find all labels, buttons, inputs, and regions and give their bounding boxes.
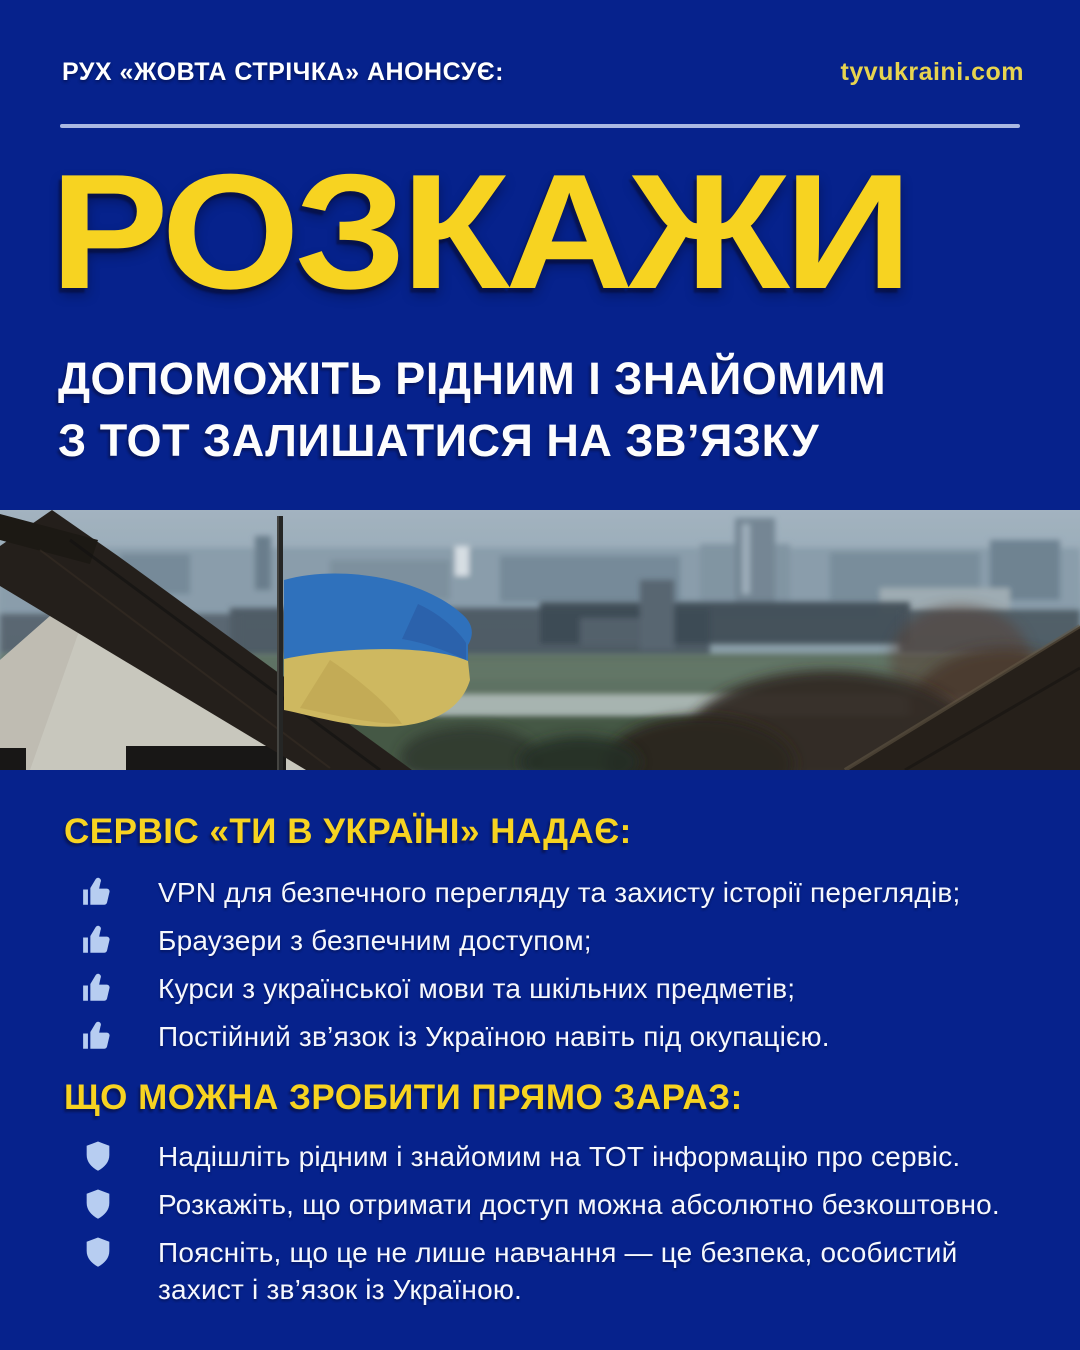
actions-list <box>80 1138 1044 1319</box>
thumbs-up-icon <box>80 923 116 957</box>
thumbs-up-icon <box>80 971 116 1005</box>
thumbs-up-icon <box>80 1019 116 1053</box>
services-heading: СЕРВІС «ТИ В УКРАЇНІ» НАДАЄ: <box>64 812 632 851</box>
action-item-text: Надішліть рідним і знайомим на ТОТ інформацію про сервіс. <box>158 1141 961 1172</box>
actions-heading: ЩО МОЖНА ЗРОБИТИ ПРЯМО ЗАРАЗ: <box>64 1078 743 1117</box>
service-item-text: Постійний зв’язок із Україною навіть під окупацією. <box>158 1021 830 1052</box>
haze-overlay <box>0 510 1080 770</box>
poster-subtitle <box>58 348 886 472</box>
poster-title: РОЗКАЖИ <box>50 139 908 323</box>
shield-icon <box>80 1139 116 1173</box>
action-item-text: Поясніть, що це не лише навчання — це безпека, особистий захист і зв’язок із Україною. <box>158 1237 958 1305</box>
flag-photo <box>0 510 1080 770</box>
subtitle-line-1: ДОПОМОЖІТЬ РІДНИМ І ЗНАЙОМИМ <box>58 353 887 404</box>
list-item <box>80 874 1044 911</box>
service-item-text: Браузери з безпечним доступом; <box>158 925 592 956</box>
list-item <box>80 970 1044 1007</box>
services-list <box>80 874 1044 1066</box>
shield-icon <box>80 1235 116 1269</box>
list-item <box>80 1234 1044 1308</box>
list-item <box>80 922 1044 959</box>
list-item <box>80 1186 1044 1223</box>
action-item-text: Розкажіть, що отримати доступ можна абсолютно безкоштовно. <box>158 1189 1000 1220</box>
poster-header <box>62 58 1024 87</box>
header-divider <box>60 124 1020 128</box>
thumbs-up-icon <box>80 875 116 909</box>
announce-text: РУХ «ЖОВТА СТРІЧКА» АНОНСУЄ: <box>62 58 504 86</box>
flag-photo-illustration <box>0 510 1080 770</box>
subtitle-line-2: З ТОТ ЗАЛИШАТИСЯ НА ЗВ’ЯЗКУ <box>58 415 820 466</box>
website-url: tyvukraini.com <box>840 58 1024 86</box>
service-item-text: VPN для безпечного перегляду та захисту історії переглядів; <box>158 877 961 908</box>
list-item <box>80 1138 1044 1175</box>
service-item-text: Курси з української мови та шкільних предметів; <box>158 973 796 1004</box>
list-item <box>80 1018 1044 1055</box>
shield-icon <box>80 1187 116 1221</box>
